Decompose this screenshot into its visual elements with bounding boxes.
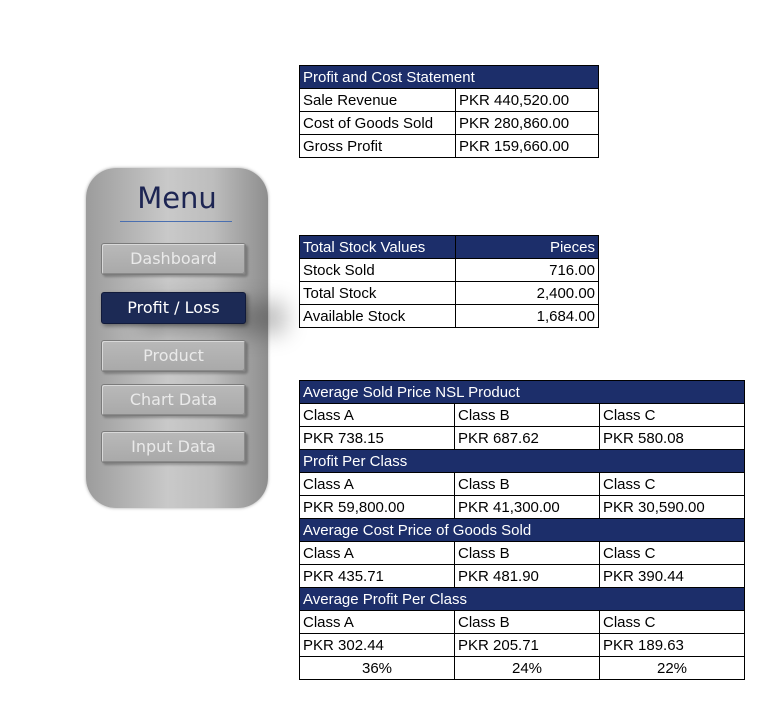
table-row xyxy=(300,496,745,519)
row-value: 716.00 xyxy=(456,259,599,282)
table-row xyxy=(300,427,745,450)
table-cell: PKR 205.71 xyxy=(455,634,600,657)
table-row xyxy=(300,611,745,634)
product-button[interactable]: Product xyxy=(101,340,246,372)
row-label: Available Stock xyxy=(300,305,456,328)
class-a-label: Class A xyxy=(300,611,455,634)
table-row xyxy=(300,473,745,496)
class-b-label: Class B xyxy=(455,404,600,427)
table-cell: PKR 41,300.00 xyxy=(455,496,600,519)
table-row xyxy=(300,282,599,305)
table-cell: PKR 390.44 xyxy=(600,565,745,588)
class-c-label: Class C xyxy=(600,542,745,565)
percent-cell: 22% xyxy=(600,657,745,680)
row-value: 1,684.00 xyxy=(456,305,599,328)
table-row xyxy=(300,634,745,657)
class-b-label: Class B xyxy=(455,473,600,496)
class-b-label: Class B xyxy=(455,611,600,634)
input-data-button[interactable]: Input Data xyxy=(101,431,246,463)
row-value: PKR 280,860.00 xyxy=(456,112,599,135)
row-value: PKR 159,660.00 xyxy=(456,135,599,158)
table-row xyxy=(300,565,745,588)
table-cell: PKR 435.71 xyxy=(300,565,455,588)
table-cell: PKR 687.62 xyxy=(455,427,600,450)
table-cell: PKR 738.15 xyxy=(300,427,455,450)
row-label: Sale Revenue xyxy=(300,89,456,112)
table-cell: PKR 580.08 xyxy=(600,427,745,450)
table-row xyxy=(300,259,599,282)
stock-unit: Pieces xyxy=(456,236,599,259)
class-c-label: Class C xyxy=(600,473,745,496)
avg-sold-title: Average Sold Price NSL Product xyxy=(300,381,745,404)
avg-profit-title: Average Profit Per Class xyxy=(300,588,745,611)
menu-divider xyxy=(120,221,232,222)
menu-panel xyxy=(86,168,268,508)
table-cell: PKR 59,800.00 xyxy=(300,496,455,519)
table-row xyxy=(300,542,745,565)
profit-loss-button[interactable]: Profit / Loss xyxy=(101,292,246,324)
class-c-label: Class C xyxy=(600,611,745,634)
table-row xyxy=(300,404,745,427)
class-a-label: Class A xyxy=(300,473,455,496)
row-value: 2,400.00 xyxy=(456,282,599,305)
percent-cell: 24% xyxy=(455,657,600,680)
table-cell: PKR 189.63 xyxy=(600,634,745,657)
menu-title: Menu xyxy=(137,181,217,215)
table-row xyxy=(300,305,599,328)
dashboard-button[interactable]: Dashboard xyxy=(101,243,246,275)
class-metrics-table xyxy=(299,380,745,680)
row-label: Stock Sold xyxy=(300,259,456,282)
table-row xyxy=(300,89,599,112)
table-row xyxy=(300,657,745,680)
row-label: Cost of Goods Sold xyxy=(300,112,456,135)
chart-data-button[interactable]: Chart Data xyxy=(101,384,246,416)
table-cell: PKR 30,590.00 xyxy=(600,496,745,519)
percent-cell: 36% xyxy=(300,657,455,680)
class-a-label: Class A xyxy=(300,404,455,427)
stock-title: Total Stock Values xyxy=(300,236,456,259)
table-row xyxy=(300,112,599,135)
table-cell: PKR 302.44 xyxy=(300,634,455,657)
class-c-label: Class C xyxy=(600,404,745,427)
statement-title: Profit and Cost Statement xyxy=(300,66,599,89)
class-b-label: Class B xyxy=(455,542,600,565)
row-label: Gross Profit xyxy=(300,135,456,158)
stock-values-table xyxy=(299,235,599,328)
avg-cost-title: Average Cost Price of Goods Sold xyxy=(300,519,745,542)
row-label: Total Stock xyxy=(300,282,456,305)
profit-per-class-title: Profit Per Class xyxy=(300,450,745,473)
row-value: PKR 440,520.00 xyxy=(456,89,599,112)
table-row xyxy=(300,135,599,158)
profit-cost-statement-table xyxy=(299,65,599,158)
table-cell: PKR 481.90 xyxy=(455,565,600,588)
class-a-label: Class A xyxy=(300,542,455,565)
